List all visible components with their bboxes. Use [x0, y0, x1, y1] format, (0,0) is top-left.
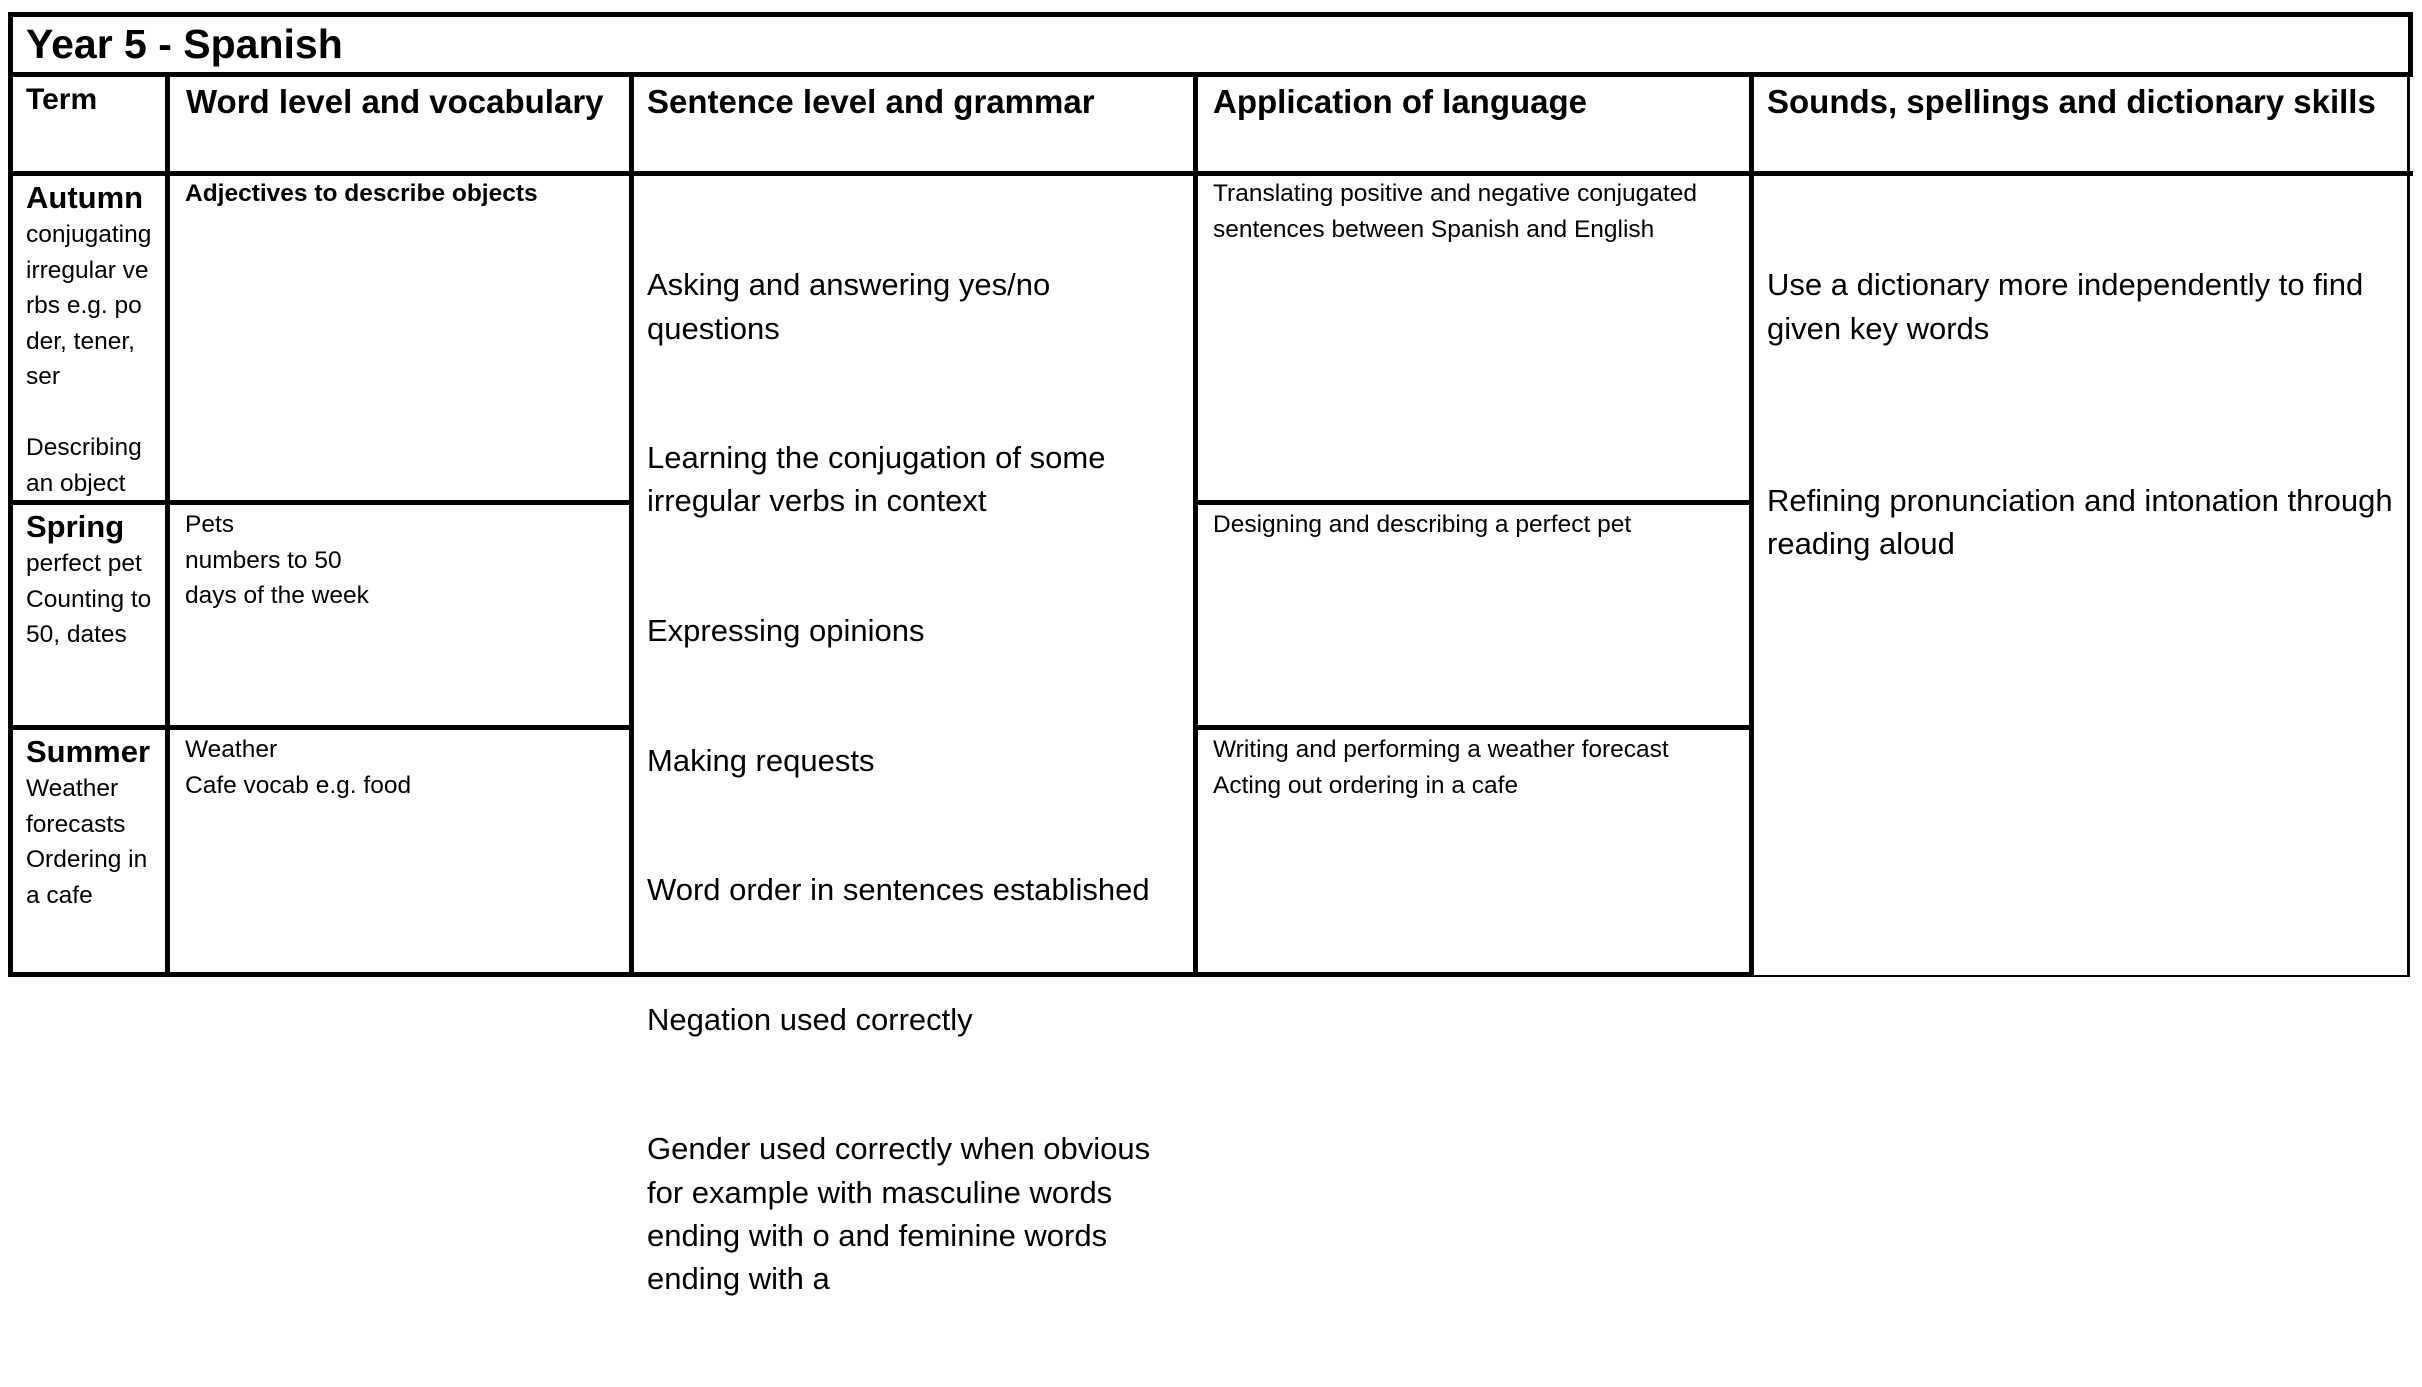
table-border-left — [8, 12, 13, 977]
term-name-autumn: Autumn — [26, 180, 144, 215]
word-level-summer: Weather Cafe vocab e.g. food — [185, 736, 412, 799]
list-item: Use a dictionary more independently to find given key words — [1767, 267, 2372, 346]
word-level-spring: Pets numbers to 50 days of the week — [185, 511, 369, 609]
page-title: Year 5 - Spanish — [26, 21, 343, 67]
application-summer: Writing and performing a weather forecast Acting out ordering in a cafe — [1213, 736, 1669, 799]
term-cell-summer — [26, 733, 154, 971]
col-divider-word — [629, 72, 634, 977]
sounds-list — [1767, 177, 2402, 967]
term-description-spring: perfect pet Counting to 50, dates — [26, 550, 159, 648]
sounds-bottom-line — [1754, 975, 2409, 977]
table-border-right — [2407, 72, 2410, 977]
application-autumn: Translating positive and negative conjugated sentences between Spanish and English — [1213, 180, 1704, 243]
header-word-level: Word level and vocabulary — [186, 83, 604, 120]
list-item: Negation used correctly — [647, 1001, 973, 1037]
list-item: Word order in sentences established — [647, 872, 1150, 908]
header-application: Application of language — [1213, 83, 1588, 120]
term-cell-spring — [26, 508, 159, 725]
title-border-right — [2408, 12, 2413, 77]
term-description-summer: Weather forecasts Ordering in a cafe — [26, 775, 155, 909]
term-name-summer: Summer — [26, 734, 151, 769]
application-spring: Designing and describing a perfect pet — [1213, 511, 1632, 538]
table-border-top — [8, 12, 2413, 17]
list-item: Refining pronunciation and intonation through reading aloud — [1767, 483, 2402, 562]
header-term: Term — [26, 83, 98, 116]
list-item: Expressing opinions — [647, 613, 925, 649]
term-description-autumn: conjugating irregular verbs e.g. poder, tener, ser Describing an object — [26, 221, 152, 497]
header-sounds: Sounds, spellings and dictionary skills — [1767, 83, 2376, 120]
spring-summer-divider — [8, 725, 632, 730]
spring-summer-divider-application — [1194, 725, 1754, 730]
list-item: Making requests — [647, 742, 875, 778]
col-divider-term — [165, 72, 170, 977]
list-item: Learning the conjugation of some irregular verbs in context — [647, 440, 1115, 519]
term-cell-autumn — [26, 179, 154, 499]
sentence-level-list — [647, 177, 1187, 1297]
title-divider — [8, 72, 2413, 77]
term-name-spring: Spring — [26, 509, 125, 544]
col-divider-sentence — [1193, 72, 1198, 977]
autumn-spring-divider-application — [1194, 500, 1754, 505]
word-level-autumn: Adjectives to describe objects — [185, 180, 538, 207]
header-sentence-level: Sentence level and grammar — [647, 83, 1095, 120]
list-item: Gender used correctly when obvious for example with masculine words ending with o and feminine words ending with a — [647, 1131, 1159, 1297]
col-divider-application — [1749, 72, 1754, 977]
list-item: Asking and answering yes/no questions — [647, 267, 1059, 346]
